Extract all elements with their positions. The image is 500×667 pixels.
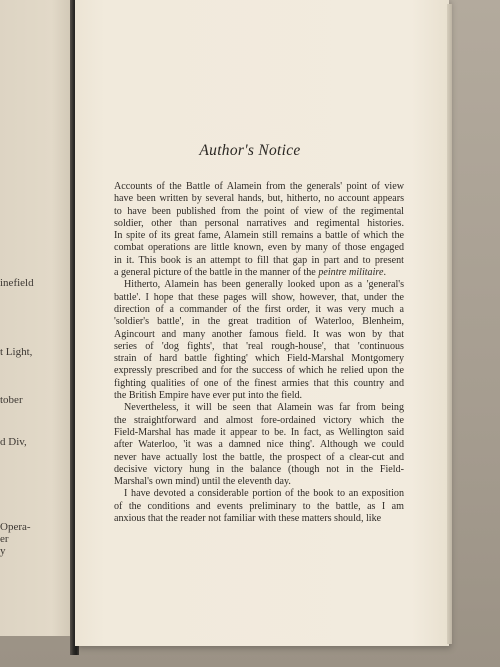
text-line: Marshal's own mind) until the eleventh day.: [114, 476, 291, 488]
text-line: direction of a commander of the first order, it was very much a: [114, 303, 404, 315]
text-line: anxious that the reader not familiar with these matters should, like: [114, 513, 382, 525]
text-line: after Waterloo, 'it was a damned nice thing'. Although we could: [114, 439, 404, 451]
text-line: strain of hard battle fighting' which Field-Marshal Montgomery: [114, 353, 404, 365]
left-page: [0, 0, 74, 636]
left-page-fragment: t Light,: [0, 346, 33, 358]
text-line: fighting qualities of one of the finest armies that this country and: [114, 377, 404, 389]
text-line: series of 'dog fights', that 'real rough-house', that 'continuous: [114, 340, 404, 352]
text-line: expressly prescribed and for the success of which he relied upon the: [114, 365, 404, 377]
paragraph: [114, 279, 404, 402]
italic-phrase: peintre militaire: [318, 267, 384, 279]
left-page-fragment: y: [0, 545, 6, 557]
text-line: combat operations are little known, even by many of those engaged: [114, 242, 404, 254]
text-line: of the conditions and events preliminary to the battle, as I am: [114, 500, 404, 512]
text-line: Nevertheless, it will be seen that Alamein was far from being: [124, 402, 404, 414]
text-line: Field-Marshal has made it appear to be. In fact, as Wellington said: [114, 426, 404, 438]
text-line: the British Empire have ever put into the field.: [114, 390, 303, 402]
text-line: In spite of its great fame, Alamein still remains a battle of which the: [114, 230, 404, 242]
text-line: Hitherto, Alamein has been generally looked upon as a 'general's: [124, 279, 404, 291]
page-edges: [447, 4, 452, 644]
text-line: a general picture of the battle in the manner of the peintre militaire.: [114, 267, 386, 279]
text-line: Agincourt and many another famous field. It was won by that: [114, 328, 404, 340]
paragraph: [114, 402, 404, 488]
left-page-fragment: Opera-: [0, 521, 31, 533]
text-line: 'soldier's battle', in the great tradition of Waterloo, Blenheim,: [114, 316, 404, 328]
text-line: the straightforward and almost fore-ordained victory which the: [114, 414, 404, 426]
text-line: have been written by several hands, but, hitherto, no account appears: [114, 193, 404, 205]
body-text: [114, 181, 404, 525]
paragraph: [114, 181, 404, 279]
page-title: Author's Notice: [199, 142, 301, 159]
text-line: soldier, other than personal narratives and regimental histories.: [114, 217, 404, 229]
text-line: to have been published from the point of view of the regimental: [114, 205, 404, 217]
text-line: never have actually lost the battle, the prospect of a clear-cut and: [114, 451, 404, 463]
paragraph: [114, 488, 404, 525]
text-line: in it. This book is an attempt to fill that gap in part and to present: [114, 254, 404, 266]
left-page-fragment: d Div,: [0, 436, 27, 448]
left-page-fragment: tober: [0, 394, 23, 406]
left-page-fragment: inefield: [0, 277, 34, 289]
text-line: decisive victory hung in the balance (though not in the Field-: [114, 463, 404, 475]
text-line: Accounts of the Battle of Alamein from the generals' point of view: [114, 181, 404, 192]
text-line: I have devoted a considerable portion of the book to an exposition: [124, 488, 404, 500]
left-page-fragment: er: [0, 533, 9, 545]
text-line: battle'. I hope that these pages will show, however, that, under the: [114, 291, 404, 303]
